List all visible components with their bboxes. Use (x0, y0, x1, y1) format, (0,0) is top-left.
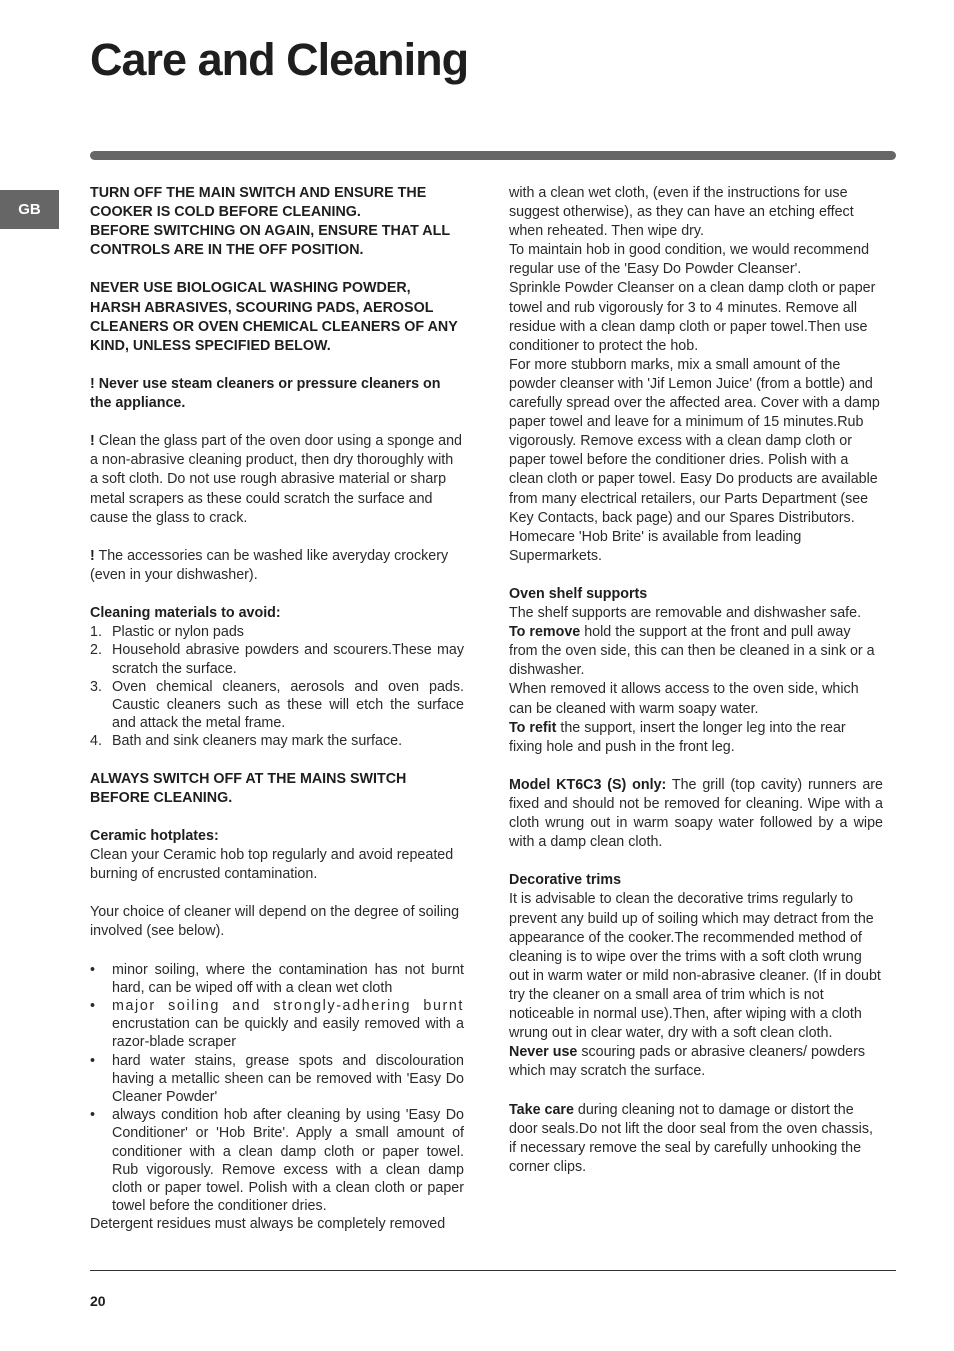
soiling-list (90, 961, 464, 1216)
warning-controls-off: BEFORE SWITCHING ON AGAIN, ENSURE THAT ALL CONTROLS ARE IN THE OFF POSITION. (90, 223, 450, 259)
ceramic-text: Clean your Ceramic hob top regularly and avoid repeated burning of encrusted contamination. (90, 847, 454, 883)
avoid-list (90, 623, 464, 750)
remove-instructions: To remove hold the support at the front and pull away from the oven side, this can then be cleaned in a sink or a dishwasher. (509, 624, 875, 679)
page-number: 20 (90, 1293, 106, 1309)
language-tab: GB (0, 190, 59, 229)
take-care-note: Take care during cleaning not to damage or distort the door seals.Do not lift the door seal from the oven chassis, if necessary remove the seal by carefully unhooking the corner clips. (509, 1101, 873, 1175)
model-note: Model KT6C3 (S) only: The grill (top cavity) runners are fixed and should not be removed for cleaning. Wipe with a cloth wrung out in warm soapy water followed by a wipe with a damp clean cloth. (509, 776, 883, 851)
list-item: • hard water stains, grease spots and discolouration having a metallic sheen can be removed with 'Easy Do Cleaner Powder' (90, 1052, 464, 1106)
warning-switch-off: TURN OFF THE MAIN SWITCH AND ENSURE THE COOKER IS COLD BEFORE CLEANING. (90, 185, 427, 221)
mains-warning: ALWAYS SWITCH OFF AT THE MAINS SWITCH BEFORE CLEANING. (90, 770, 407, 806)
ceramic-heading: Ceramic hotplates: (90, 827, 219, 844)
exclamation-mark: ! (90, 433, 95, 450)
list-item: • major soiling and strongly-adhering burnt encrustation can be quickly and easily removed with a razor-blade scraper (90, 998, 464, 1051)
list-item: 1. Plastic or nylon pads (90, 624, 244, 641)
page-title: Care and Cleaning (90, 34, 469, 85)
accessories-text: The accessories can be washed like averyday crockery (even in your dishwasher). (90, 547, 449, 583)
list-item: • minor soiling, where the contamination has not burnt hard, can be wiped off with a clean wet cloth (90, 961, 464, 996)
list-item: • always condition hob after cleaning by using 'Easy Do Conditioner' or 'Hob Brite'. Apply a small amount of conditioner with a clean damp cloth or paper towel. Rub vigorously. Remove excess with a clean damp cloth or paper towel. Polish with a clean cloth or paper towel before the conditioner dries. (90, 1107, 464, 1215)
list-item: 3. Oven chemical cleaners, aerosols and oven pads. Caustic cleaners such as these will etch the surface and attack the metal frame. (90, 678, 464, 732)
residue-text: Detergent residues must always be completely removed (90, 1216, 446, 1233)
continued-text: with a clean wet cloth, (even if the instructions for use suggest otherwise), as they can have an etching effect when reheated. Then wipe dry. (509, 185, 854, 240)
glass-cleaning-text: Clean the glass part of the oven door using a sponge and a non-abrasive cleaning product, then dry thoroughly with a soft cloth. Do not use rough abrasive material or sharp metal scrapers as these could scratch the surface and cause the glass to crack. (90, 433, 462, 526)
footer-divider (90, 1270, 896, 1271)
avoid-heading: Cleaning materials to avoid: (90, 605, 281, 622)
never-use-note: Never use scouring pads or abrasive cleaners/ powders which may scratch the surface. (509, 1044, 866, 1080)
sprinkle-text: Sprinkle Powder Cleanser on a clean damp cloth or paper towel and rub vigorously for 3 to 4 minutes. Remove all residue with a clean damp cloth or paper towel.Then use conditioner to protect the hob. (509, 280, 876, 354)
removed-text: When removed it allows access to the oven side, which can be cleaned with warm soapy water. (509, 681, 859, 717)
right-column (509, 184, 883, 1177)
choice-text: Your choice of cleaner will depend on the degree of soiling involved (see below). (90, 904, 460, 940)
maintain-text: To maintain hob in good condition, we would recommend regular use of the 'Easy Do Powder Cleanser'. (509, 242, 870, 278)
steam-cleaner-note: ! Never use steam cleaners or pressure cleaners on the appliance. (90, 375, 441, 412)
list-item: 2. Household abrasive powders and scourers.These may scratch the surface. (90, 642, 464, 677)
list-item: 4. Bath and sink cleaners may mark the surface. (90, 733, 403, 750)
accessories-note (90, 547, 464, 585)
refit-instructions: To refit the support, insert the longer leg into the rear fixing hole and push in the front leg. (509, 719, 846, 755)
stubborn-marks-text: For more stubborn marks, mix a small amount of the powder cleanser with 'Jif Lemon Juice' (from a bottle) and carefully spread over the affected area. Cover with a damp paper towel and leave for a minimum of 15 minutes.Rub vigorously. Remove excess with a clean damp cloth or paper towel before the conditioner dries. Polish with a clean cloth or paper towel. Easy Do products are available from many electrical retailers, our Parts Department (see Key Contacts, back page) and our Spares Distributors. Homecare 'Hob Brite' is available from leading Supermarkets. (509, 356, 880, 564)
warning-cleaners: NEVER USE BIOLOGICAL WASHING POWDER, HARSH ABRASIVES, SCOURING PADS, AEROSOL CLEANERS OR OVEN CHEMICAL CLEANERS OF ANY KIND, UNLESS SPECIFIED BELOW. (90, 280, 458, 354)
trims-heading: Decorative trims (509, 872, 622, 889)
shelf-heading: Oven shelf supports (509, 585, 648, 602)
exclamation-mark: ! (90, 547, 95, 564)
left-column (90, 184, 464, 1235)
glass-cleaning-note (90, 432, 464, 527)
shelf-text: The shelf supports are removable and dishwasher safe. (509, 605, 862, 622)
trims-text: It is advisable to clean the decorative trims regularly to prevent any build up of soiling which may detract from the appearance of the cooker.The recommended method of cleaning is to wipe over the trims with a soft cloth wrung out in warm water or mild non-abrasive cleaner. (If in doubt try the cleaner on a small area of trim which is not noticeable in normal use).Then, after wiping with a cloth wrung out in clear water, dry with a soft clean cloth. (509, 891, 881, 1042)
title-divider (90, 151, 896, 160)
